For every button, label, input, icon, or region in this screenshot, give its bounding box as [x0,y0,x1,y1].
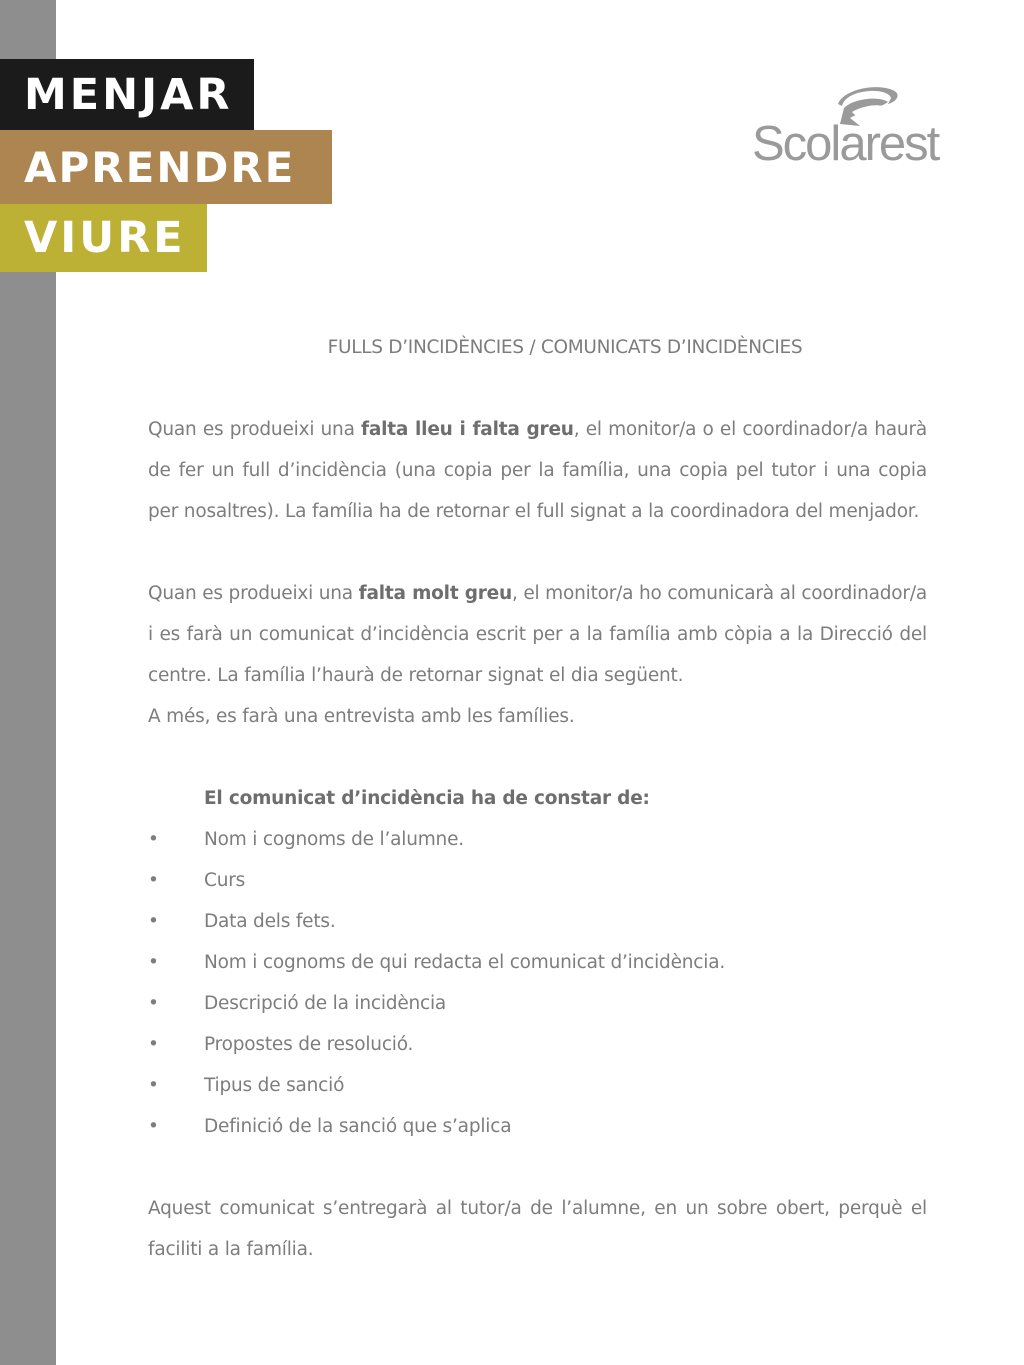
list-item: • Descripció de la incidència [148,983,927,1024]
scolarest-logo [748,82,938,178]
logo-text: Scolarest [752,117,939,171]
bullet-icon: • [148,1116,159,1137]
bullet-icon: • [148,952,159,973]
list-item: • Nom i cognoms de l’alumne. [148,819,927,860]
bullet-icon: • [148,1075,159,1096]
brand-menjar: MENJAR [0,59,254,130]
list-item: • Curs [148,860,927,901]
paragraph-interview: A més, es farà una entrevista amb les famílies. [148,706,575,727]
bullet-icon: • [148,829,159,850]
list-item: • Definició de la sanció que s’aplica [148,1106,927,1147]
bullet-icon: • [148,870,159,891]
bullet-icon: • [148,911,159,932]
paragraph-serious-faults: Quan es produeixi una falta molt greu, el monitor/a ho comunicarà al coordinador/a i es farà un comunicat d’incidència escrit per a la família amb còpia a la Direcció del centre. La família l’haurà de retornar signat el dia següent. [148,583,928,686]
brand-viure: VIURE [0,204,207,272]
list-item: • Data dels fets. [148,901,927,942]
paragraph-closing: Aquest comunicat s’entregarà al tutor/a de l’alumne, en un sobre obert, perquè el faciliti a la família. [148,1198,927,1260]
document-title: FULLS D’INCIDÈNCIES / COMUNICATS D’INCIDÈNCIES [327,337,803,358]
bullet-icon: • [148,1034,159,1055]
bullet-icon: • [148,993,159,1014]
list-item: • Tipus de sanció [148,1065,927,1106]
brand-aprendre: APRENDRE [0,130,332,204]
document-body [148,327,927,1270]
paragraph-minor-faults: Quan es produeixi una falta lleu i falta greu, el monitor/a o el coordinador/a haurà de fer un full d’incidència (una copia per la família, una copia pel tutor i una copia per nosaltres). La família ha de retornar el full signat a la coordinadora del menjador. [148,419,928,522]
list-title: El comunicat d’incidència ha de constar de: [204,788,650,809]
requirements-list [148,819,927,1147]
list-item: • Nom i cognoms de qui redacta el comunicat d’incidència. [148,942,927,983]
list-item: • Propostes de resolució. [148,1024,927,1065]
